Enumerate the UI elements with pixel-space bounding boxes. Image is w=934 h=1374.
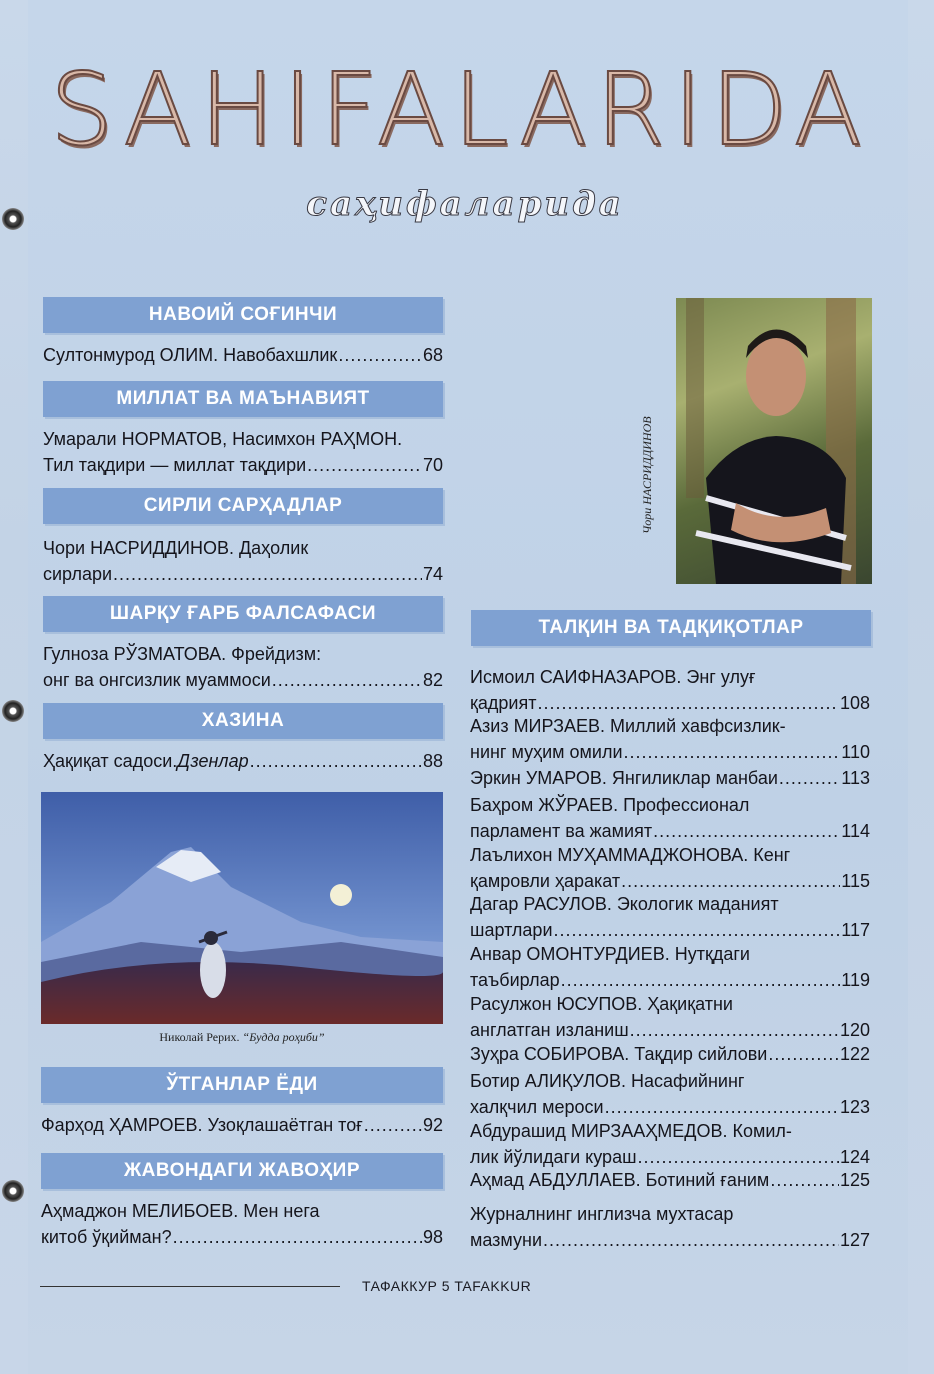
toc-entry[interactable] [43,641,443,693]
page-number: 92 [422,1115,443,1135]
page-number: 108 [839,693,870,713]
entry-line: Фарҳод ҲАМРОЕВ. Узоқлашаётган тоғ [41,1115,363,1135]
page-number: 113 [841,768,870,788]
subtitle: саҳифаларида [306,184,624,224]
entry-line: Абдурашид МИРЗААҲМЕДОВ. Комил- [470,1121,792,1141]
page-number: 82 [422,670,443,690]
entry-line: нинг муҳим омили [470,742,623,762]
page-number: 119 [841,970,870,990]
entry-line: Дагар РАСУЛОВ. Экологик маданият [470,894,779,914]
page-number: 120 [839,1020,870,1040]
entry-line: Чори НАСРИДДИНОВ. Даҳолик [43,538,309,558]
toc-entry[interactable] [41,1112,443,1138]
toc-entry[interactable] [470,842,870,894]
footer-text: ТАФАККУР 5 TAFAKKUR [362,1278,532,1294]
section-heading: ТАЛҚИН ВА ТАДҚИҚОТЛАР [471,610,871,646]
entry-line: мазмуни [470,1230,543,1250]
entry-line: Анвар ОМОНТУРДИЕВ. Нутқдаги [470,944,750,964]
entry-line: парламент ва жамият [470,821,653,841]
portrait-illustration [676,298,872,584]
entry-line: халқчил мероси [470,1097,604,1117]
page-number: 125 [839,1170,870,1190]
entry-line: китоб ўқийман? [41,1227,172,1247]
toc-entry[interactable] [470,1068,870,1120]
section-heading: ХАЗИНА [43,703,443,739]
toc-entry[interactable] [470,792,870,844]
toc-entry[interactable] [470,1201,870,1253]
toc-entry[interactable] [470,941,870,993]
entry-line: Азиз МИРЗАЕВ. Миллий хавфсизлик- [470,716,786,736]
page-number: 115 [841,871,870,891]
footer-rule [40,1286,340,1287]
section-heading: СИРЛИ САРҲАДЛАР [43,488,443,524]
entry-line: таъбирлар [470,970,560,990]
toc-entry[interactable] [470,1041,870,1067]
page-number: 114 [841,821,870,841]
page-number: 124 [839,1147,870,1167]
entry-line: Баҳром ЖЎРАЕВ. Профессионал [470,795,750,815]
author-photo [676,298,872,584]
entry-line: Султонмурод ОЛИМ. Навобахшлик [43,345,338,365]
page-number: 117 [841,920,870,940]
entry-line: Эркин УМАРОВ. Янгиликлар манбаи [470,768,778,788]
entry-line: шартлари [470,920,553,940]
page-number: 88 [422,751,443,771]
page-number: 127 [839,1230,870,1250]
section-heading: ЖАВОНДАГИ ЖАВОҲИР [41,1153,443,1189]
toc-entry[interactable] [43,426,443,478]
page-number: 122 [839,1044,870,1064]
binder-hole [2,208,24,230]
toc-entry[interactable] [470,1118,870,1170]
page-number: 68 [422,345,443,365]
painting-caption [41,1030,443,1045]
section-heading: МИЛЛАТ ВА МАЪНАВИЯТ [43,381,443,417]
painting-title: “Будда роҳиби” [242,1030,325,1044]
entry-line: қадрият [470,693,537,713]
page-number: 123 [839,1097,870,1117]
toc-entry[interactable] [470,1167,870,1193]
entry-line: лик йўлидаги кураш [470,1147,637,1167]
toc-entry[interactable] [43,748,443,774]
toc-entry[interactable] [470,891,870,943]
entry-line: Исмоил САИФНАЗАРОВ. Энг улуғ [470,667,756,687]
toc-entry[interactable] [470,713,870,765]
painting-image [41,792,443,1024]
section-heading: ЎТГАНЛАР ЁДИ [41,1067,443,1103]
toc-entry[interactable] [470,991,870,1043]
painting-author: Николай Рерих. [159,1030,243,1044]
toc-entry[interactable] [43,342,443,368]
toc-entry[interactable] [41,1198,443,1250]
entry-line: Лаълихон МУҲАММАДЖОНОВА. Кенг [470,845,791,865]
toc-entry[interactable] [470,664,870,716]
entry-line: англатган изланиш [470,1020,629,1040]
photo-caption: Чори НАСРИДДИНОВ [640,416,654,534]
section-heading: НАВОИЙ СОҒИНЧИ [43,297,443,333]
entry-line: Тил тақдири — миллат тақдири [43,455,307,475]
toc-entry[interactable] [43,535,443,587]
entry-line: қамровли ҳаракат [470,871,621,891]
entry-line: Ботир АЛИҚУЛОВ. Насафийнинг [470,1071,745,1091]
toc-entry[interactable] [470,765,870,791]
entry-line: Журналнинг инглизча мухтасар [470,1204,734,1224]
masthead: SAHIFALARIDA [50,51,871,168]
entry-line: Аҳмад АБДУЛЛАЕВ. Ботиний ғаним [470,1170,770,1190]
entry-line: Умарали НОРМАТОВ, Насимхон РАҲМОН. [43,429,403,449]
entry-line: онг ва онгсизлик муаммоси [43,670,271,690]
entry-line: Зуҳра СОБИРОВА. Тақдир сийлови [470,1044,768,1064]
page-number: 110 [841,742,870,762]
entry-line: Аҳмаджон МЕЛИБОЕВ. Мен нега [41,1201,320,1221]
page-number: 98 [422,1227,443,1247]
page-number: 74 [422,564,443,584]
entry-italic-title: Дзенлар [177,751,249,771]
page-footer [40,1278,660,1298]
entry-line: Расулжон ЮСУПОВ. Ҳақиқатни [470,994,733,1014]
page-number: 70 [422,455,443,475]
binder-hole [2,700,24,722]
painting-illustration [41,792,443,1024]
entry-line: сирлари [43,564,113,584]
binder-hole [2,1180,24,1202]
entry-line: Гулноза РЎЗМАТОВА. Фрейдизм: [43,644,322,664]
section-heading: ШАРҚУ ҒАРБ ФАЛСАФАСИ [43,596,443,632]
entry-line: Ҳақиқат садоси. [43,751,178,771]
